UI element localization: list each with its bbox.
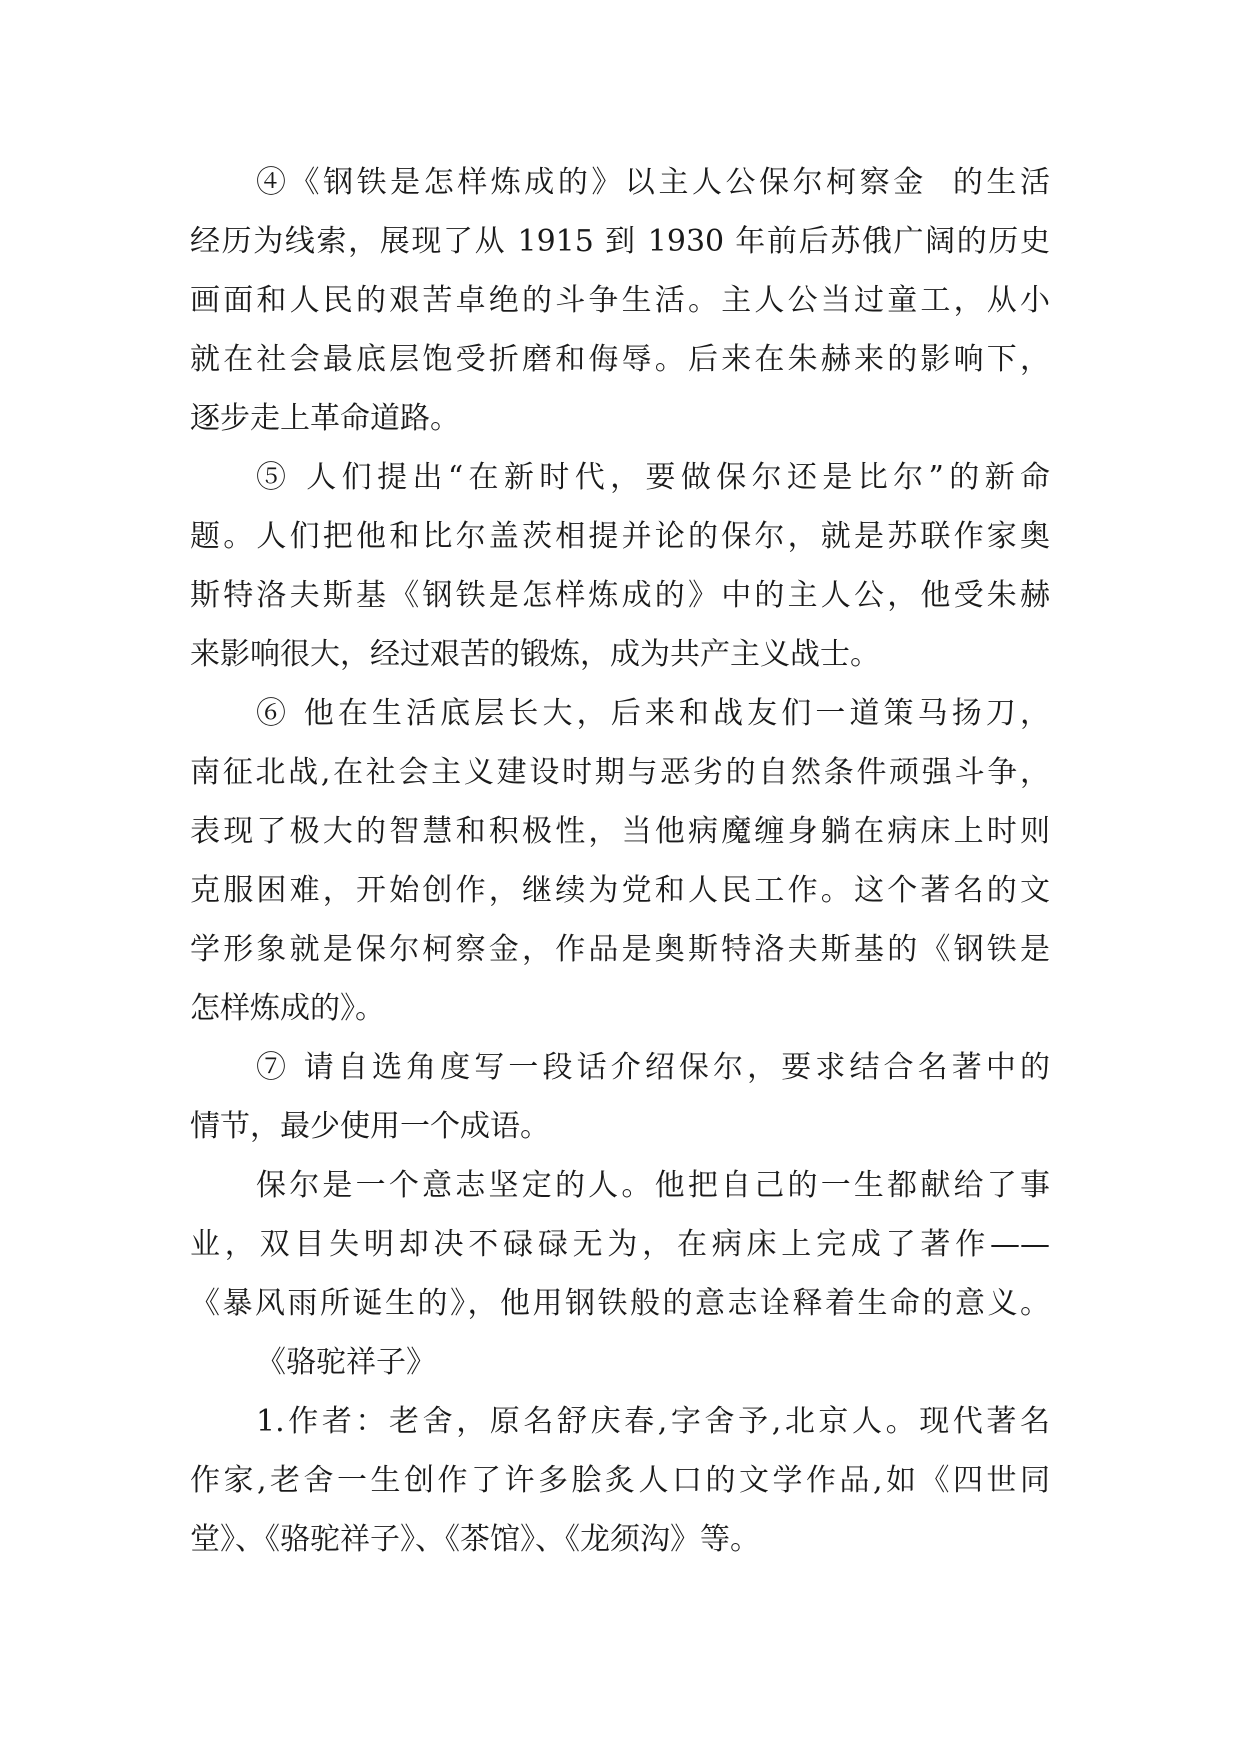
- text-line: 1.作者：老舍，原名舒庆春,字舍予,北京人。现代著名: [256, 1404, 1050, 1439]
- paragraph-7: [190, 1038, 1050, 1156]
- text-line: ④《钢铁是怎样炼成的》以主人公保尔柯察金 的生活: [256, 165, 1050, 200]
- text-line: 表现了极大的智慧和积极性，当他病魔缠身躺在病床上时则: [190, 814, 1050, 849]
- text-line: 经历为线索，展现了从 1915 到 1930 年前后苏俄广阔的历史: [190, 224, 1050, 259]
- book-title-heading: 《骆驼祥子》: [256, 1345, 436, 1380]
- paragraph-6: [190, 684, 1050, 1038]
- text-line: 学形象就是保尔柯察金，作品是奥斯特洛夫斯基的《钢铁是: [190, 932, 1050, 967]
- paragraph-author: [190, 1392, 1050, 1569]
- text-line: 作家,老舍一生创作了许多脍炙人口的文学作品,如《四世同: [190, 1463, 1050, 1498]
- text-line: 来影响很大，经过艰苦的锻炼，成为共产主义战士。: [190, 637, 880, 672]
- text-line: 《暴风雨所诞生的》，他用钢铁般的意志诠释着生命的意义。: [190, 1286, 1050, 1321]
- text-line: 斯特洛夫斯基《钢铁是怎样炼成的》中的主人公，他受朱赫: [190, 578, 1050, 613]
- text-line: ⑦ 请自选角度写一段话介绍保尔，要求结合名著中的: [256, 1050, 1050, 1085]
- text-line: 保尔是一个意志坚定的人。他把自己的一生都献给了事: [256, 1168, 1050, 1203]
- text-line: 就在社会最底层饱受折磨和侮辱。后来在朱赫来的影响下，: [190, 342, 1050, 377]
- text-line: 堂》、《骆驼祥子》、《茶馆》、《龙须沟》等。: [190, 1522, 760, 1557]
- text-line: 画面和人民的艰苦卓绝的斗争生活。主人公当过童工，从小: [190, 283, 1050, 318]
- text-line: ⑥ 他在生活底层长大，后来和战友们一道策马扬刀，: [256, 696, 1050, 731]
- document-body: [190, 153, 1050, 1569]
- text-line: 题。人们把他和比尔盖茨相提并论的保尔，就是苏联作家奥: [190, 519, 1050, 554]
- text-line: ⑤ 人们提出“在新时代，要做保尔还是比尔”的新命: [256, 460, 1050, 495]
- text-line: 情节，最少使用一个成语。: [190, 1109, 550, 1144]
- paragraph-answer: [190, 1156, 1050, 1333]
- text-line: 克服困难，开始创作，继续为党和人民工作。这个著名的文: [190, 873, 1050, 908]
- text-line: 业，双目失明却决不碌碌无为，在病床上完成了著作——: [190, 1227, 1050, 1262]
- paragraph-4: [190, 153, 1050, 448]
- section-heading: [190, 1333, 1050, 1392]
- text-line: 逐步走上革命道路。: [190, 401, 460, 436]
- text-line: 南征北战,在社会主义建设时期与恶劣的自然条件顽强斗争，: [190, 755, 1050, 790]
- paragraph-5: [190, 448, 1050, 684]
- text-line: 怎样炼成的》。: [190, 991, 385, 1026]
